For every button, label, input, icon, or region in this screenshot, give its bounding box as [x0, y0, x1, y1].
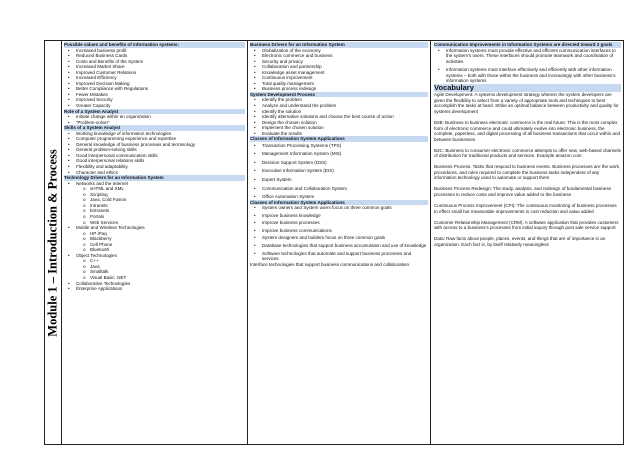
analyst-role-list	[64, 114, 245, 125]
list-item: • Evaluate the results	[250, 131, 428, 137]
list-item: • General knowledge of business processes and terminology	[64, 142, 245, 148]
vocabulary-entry: Agile Development: A systems development strategy wherein the system developers are given the flexibility to select from a variety of appropriate tools and techniques to best accomplish the tasks at hand. Strike an optimal balance between productivity and quality for systems development	[434, 92, 619, 114]
list-item: • “Problem-solver”	[64, 120, 245, 126]
module-label-cell	[44, 40, 62, 445]
list-item: • Improve business knowledge	[250, 213, 428, 219]
column-business-process-classes	[248, 40, 431, 445]
list-item: • Initiate change within an organization	[64, 114, 245, 120]
vocabulary-entry: Business Process Redesign: The study, analysis, and redesign of fundamental business processes to reduce costs and improve value added to the business	[434, 186, 612, 197]
section-heading: Classes of Information System Applications	[250, 136, 428, 142]
list-item: • Fewer Mistakes	[64, 92, 245, 98]
list-item: • Improved Decision Making	[64, 81, 245, 87]
column-values-skills-technology	[62, 40, 248, 445]
sub-list-item: o Cell Phone	[64, 242, 245, 248]
list-item: • Flexibility and adaptability	[64, 164, 245, 170]
list-item: • Transaction Processing Systems (TPS)	[250, 143, 428, 149]
list-item: • Security and privacy	[250, 59, 428, 65]
list-item: • Software technologies that automate and support business processes and services	[250, 251, 428, 262]
list-item: • Identify the problem	[250, 97, 428, 103]
list-item: • Total quality management	[250, 81, 428, 87]
vocabulary-entry: Data: Raw facts about people, places, events, and things that are of importance in an organization. Each fact is, by itself relatively meaningless	[434, 236, 606, 247]
list-item: • Increased Market Share	[64, 64, 245, 70]
list-item: • Information systems must interface effectively and efficiently with other information systems – both with those within the business and increasingly with other business’s information systems	[434, 67, 621, 84]
list-item: • Improve business processes	[250, 220, 428, 226]
section-heading: Classes of Information System Applications	[250, 200, 428, 206]
list-item: • Executive Information System (EIS)	[250, 168, 428, 174]
sub-list-item: o C++	[64, 258, 245, 264]
list-item: • Office Automation System	[250, 194, 428, 200]
analyst-skills-list	[64, 131, 245, 175]
benefits-list	[64, 48, 245, 109]
section-heading: Communication Improvements in Information Systems are directed toward 2 goals	[434, 42, 621, 48]
list-item: • Implement the chosen solution	[250, 125, 428, 131]
sub-list-item: o Web Services	[64, 220, 245, 226]
list-item: • Improved Customer Relations	[64, 70, 245, 76]
sub-list-item: o Extranets	[64, 208, 245, 214]
sub-list-item: o Java, Cold Fusion	[64, 197, 245, 203]
list-item: • Computer programming experience and expertise	[64, 136, 245, 142]
list-item: • System designers and builders focus on three common goals	[250, 235, 428, 241]
vocabulary-entry: Customer Relationship Management (CRM): A software application that provides customers with access to a business’s processes from initial inquiry through post sale service support	[434, 219, 619, 231]
list-item: • Object Technologies	[64, 253, 245, 259]
list-item: • Networks and the Internet	[64, 181, 245, 187]
list-item: • Mobile and Wireless Technologies	[64, 225, 245, 231]
module-title: Module 1 – Introduction & Process	[45, 148, 59, 337]
list-item: • Reduced Business Cards	[64, 53, 245, 59]
list-item: • Collaborative Technologies	[64, 281, 245, 287]
list-item: • Design the chosen solution	[250, 120, 428, 126]
list-item: • Costs and Benefits of the System	[64, 59, 245, 65]
list-item: • Communication and Collaboration System	[250, 186, 428, 192]
section-heading: Possible values and benefits of information systems:	[64, 42, 245, 48]
sub-list-item: o Visual Basic .NET	[64, 275, 245, 281]
list-item: • Database technologies that support business accumulation and use of knowledge	[250, 243, 428, 249]
list-item: • Business process redesign	[250, 86, 428, 92]
list-item: • Improve business communications	[250, 228, 428, 234]
list-item: • Identify the solution	[250, 109, 428, 115]
sub-list-item: o Intranets	[64, 203, 245, 209]
list-item: • Identify alternative solutions and choose the best course of action	[250, 114, 428, 120]
list-item: • Management Information System (MIS)	[250, 151, 428, 157]
list-item: • Expert System	[250, 177, 428, 183]
section-heading: Technology Drivers for an Information System	[64, 175, 245, 181]
sub-list-item: o Portals	[64, 214, 245, 220]
vocabulary-entry: Business Process: Tasks that respond to business events. Business processes are the work, procedures, and rules required to complete the business tasks independent of any information technology used to automate or support them	[434, 164, 621, 181]
section-heading: System Development Process	[250, 92, 428, 98]
section-heading: Role of a System Analyst	[64, 109, 245, 115]
list-item: • Increased Efficiency	[64, 75, 245, 81]
list-item: • General problem-solving skills	[64, 147, 245, 153]
list-item: • Better Compliance with Regulations	[64, 86, 245, 92]
development-process-list	[250, 97, 428, 136]
sub-list-item: o xHTML and XML	[64, 186, 245, 192]
list-item: • Improved Security	[64, 97, 245, 103]
list-item: • Globalization of the economy	[250, 48, 428, 54]
vocabulary-entry: B2C: Business to consumer electronic commerce attempts to offer new, web-based channels of distribution for traditional products and services. Example amazon.com	[434, 147, 621, 159]
list-item: • Good interpersonal relations skills	[64, 158, 245, 164]
vocabulary-heading: Vocabulary	[434, 84, 621, 93]
list-item: • Character and ethics	[64, 170, 245, 176]
sub-list-item: o Smalltalk	[64, 269, 245, 275]
list-item: • Analyze and understand the problem	[250, 103, 428, 109]
sub-list-item: o Blackberry	[64, 236, 245, 242]
section-heading: Skills of a System Analyst	[64, 125, 245, 131]
business-drivers-list	[250, 48, 428, 92]
list-item: • System owners and System users focus on three common goals	[250, 205, 428, 211]
list-item: • Information systems must provide effective and efficient communication interfaces to the system’s users. These interfaces should promote teamwork and coordination of activities	[434, 48, 621, 65]
list-item: • Decision Support System (DSS)	[250, 160, 428, 166]
list-item: • Good interpersonal communication skills	[64, 153, 245, 159]
sub-list-item: o Java	[64, 264, 245, 270]
interface-technologies-text: Interface technologies that support business communications and collaboration	[250, 261, 409, 267]
application-classes-list	[250, 143, 428, 200]
vocabulary-entry: B2B: Business to business electronic commerce is the real future. This is the most complex form of electronic commerce and could ultimately evolve into electronic business, the complete, paperless, and digital processing of all business transactions that occur within and between businesses	[434, 120, 621, 142]
sub-list-item: o Scripting	[64, 192, 245, 198]
column-communication-vocabulary	[431, 40, 624, 445]
list-item: • Enterprise Applications	[64, 286, 245, 292]
sub-list-item: o Bluetooth	[64, 247, 245, 253]
section-heading: Business Drivers for an Information System	[250, 42, 428, 48]
list-item: • Continuous improvement	[250, 75, 428, 81]
list-item: • Electronic commerce and business	[250, 53, 428, 59]
list-item: • Knowledge asset management	[250, 70, 428, 76]
list-item: • Collaboration and partnership	[250, 64, 428, 70]
sub-list-item: o HP iPaq	[64, 231, 245, 237]
list-item: • Working knowledge of information technologies	[64, 131, 245, 137]
list-item: • Greater Capacity	[64, 103, 245, 109]
vocabulary-entry: Continuous Process Improvement (CPI): The continuous monitoring of business processes to effect small but measurable improvements in cost reduction and value added	[434, 203, 617, 214]
list-item: • Increased business profit	[64, 48, 245, 54]
stakeholder-goals-list	[250, 205, 428, 261]
technology-drivers-list	[64, 181, 245, 292]
